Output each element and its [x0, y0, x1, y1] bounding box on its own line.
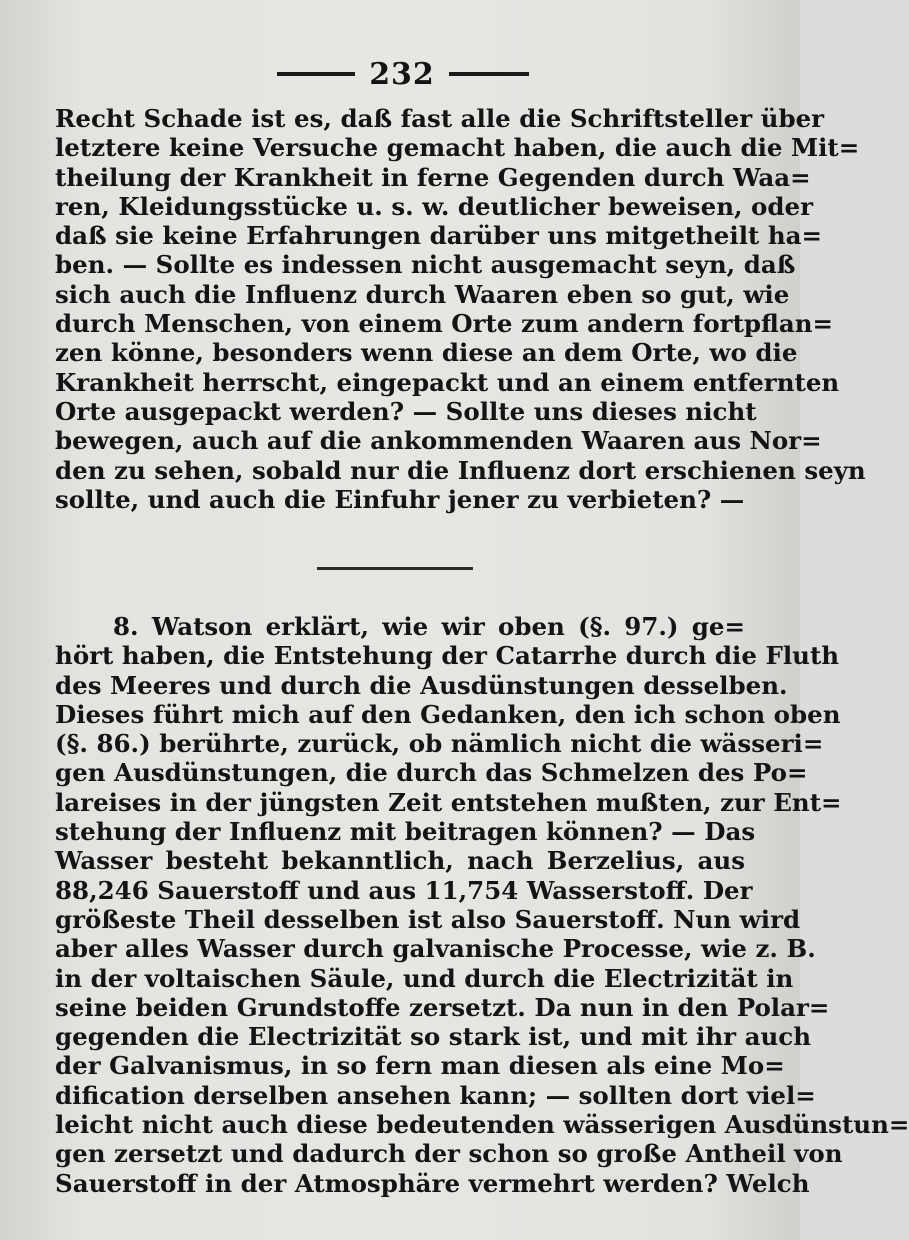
text-line: leicht nicht auch diese bedeutenden wässerigen Ausdünstun= [55, 1110, 909, 1140]
text-line: sollte, und auch die Einfuhr jener zu verbieten? — [55, 484, 745, 514]
page-number: 232 [369, 56, 435, 92]
text-line: zen könne, besonders wenn diese an dem Orte, wo die [55, 338, 798, 368]
text-line: aber alles Wasser durch galvanische Processe, wie z. B. [55, 934, 816, 964]
text-line: daß sie keine Erfahrungen darüber uns mitgetheilt ha= [55, 221, 823, 251]
text-line: Orte ausgepackt werden? — Sollte uns dieses nicht [55, 396, 757, 426]
text-line: seine beiden Grundstoffe zersetzt. Da nun in den Polar= [55, 992, 830, 1022]
text-line: Sauerstoff in der Atmosphäre vermehrt werden? Welch [55, 1168, 810, 1198]
text-line: theilung der Krankheit in ferne Gegenden durch Waa= [55, 162, 811, 192]
text-line: Wasser besteht bekanntlich, nach Berzelius, aus [55, 846, 745, 876]
text-line: 88,246 Sauerstoff und aus 11,754 Wasserstoff. Der [55, 875, 753, 905]
text-line: dification derselben ansehen kann; — sollten dort viel= [55, 1080, 816, 1110]
text-line: in der voltaischen Säule, und durch die Electrizität in [55, 963, 794, 993]
text-line: ren, Kleidungsstücke u. s. w. deutlicher beweisen, oder [55, 191, 814, 221]
text-line: gen zersetzt und dadurch der schon so große Antheil von [55, 1139, 843, 1169]
text-line: Dieses führt mich auf den Gedanken, den ich schon oben [55, 699, 841, 729]
text-line: (§. 86.) berührte, zurück, ob nämlich nicht die wässeri= [55, 729, 824, 759]
text-line: 8. Watson erklärt, wie wir oben (§. 97.) ge= [113, 612, 745, 641]
header-rule-right [449, 72, 529, 76]
text-line: gegenden die Electrizität so stark ist, und mit ihr auch [55, 1022, 812, 1052]
text-line: der Galvanismus, in so fern man diesen als eine Mo= [55, 1051, 785, 1081]
text-line: Krankheit herrscht, eingepackt und an einem entfernten [55, 367, 840, 397]
text-line: ben. — Sollte es indessen nicht ausgemacht seyn, daß [55, 250, 796, 280]
text-line: letztere keine Versuche gemacht haben, die auch die Mit= [55, 133, 860, 163]
section-separator [317, 567, 473, 570]
text-line: lareises in der jüngsten Zeit entstehen mußten, zur Ent= [55, 787, 842, 817]
paragraph-2 [55, 612, 909, 1198]
text-line: Recht Schade ist es, daß fast alle die Schriftsteller über [55, 104, 825, 133]
text-line: des Meeres und durch die Ausdünstungen desselben. [55, 670, 788, 700]
text-line: den zu sehen, sobald nur die Influenz dort erschienen seyn [55, 455, 866, 485]
text-line: gen Ausdünstungen, die durch das Schmelzen des Po= [55, 758, 808, 788]
text-line: sich auch die Influenz durch Waaren eben so gut, wie [55, 279, 790, 309]
text-line: durch Menschen, von einem Orte zum andern fortpflan= [55, 309, 834, 339]
text-line: bewegen, auch auf die ankommenden Waaren aus Nor= [55, 426, 822, 456]
page-header [0, 56, 800, 92]
header-rule-left [277, 72, 355, 76]
text-line: stehung der Influenz mit beitragen können? — Das [55, 817, 756, 847]
text-line: hört haben, die Entstehung der Catarrhe durch die Fluth [55, 641, 840, 671]
text-line: größeste Theil desselben ist also Sauerstoff. Nun wird [55, 904, 801, 934]
paragraph-1 [55, 104, 866, 514]
